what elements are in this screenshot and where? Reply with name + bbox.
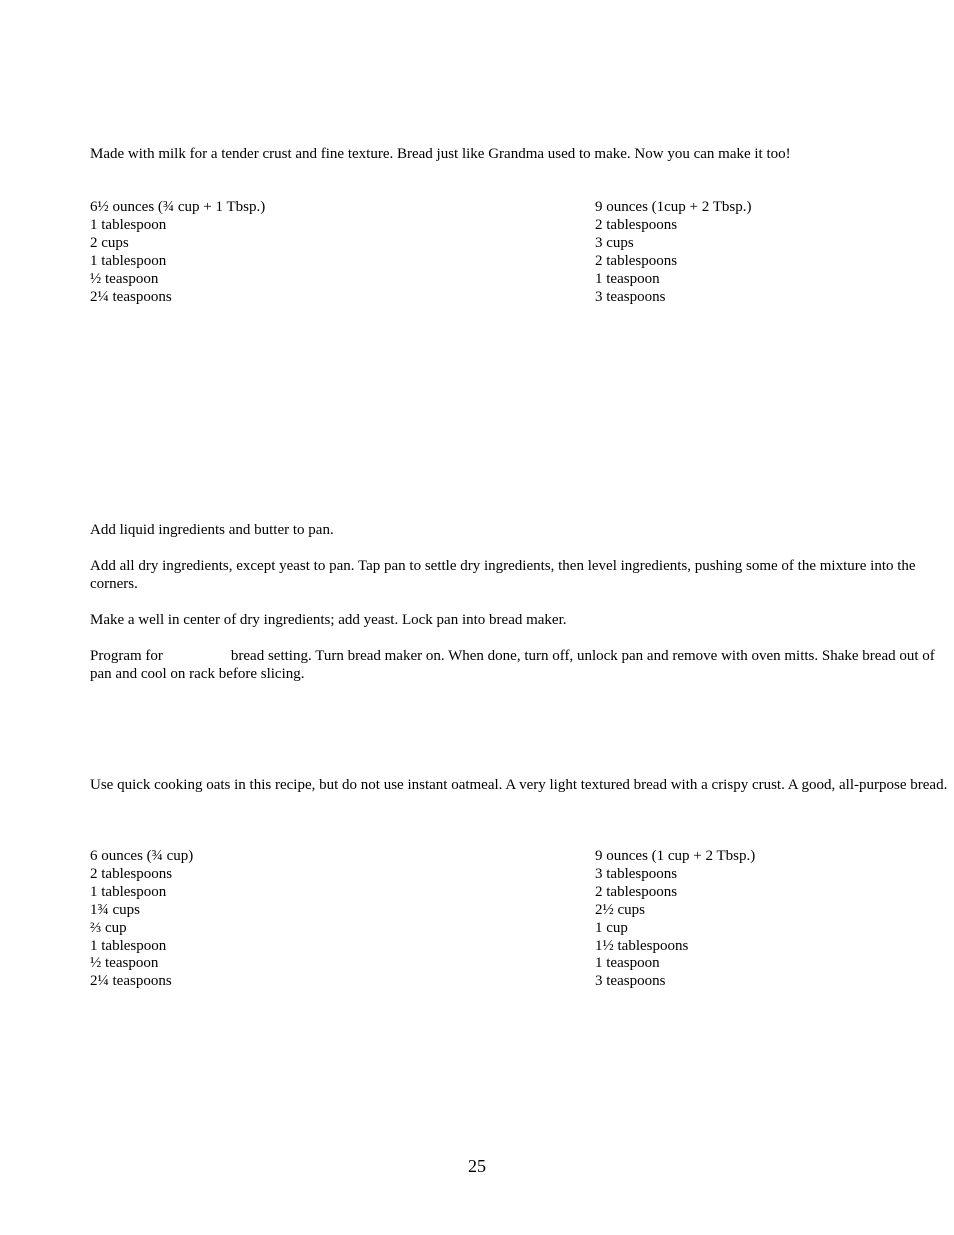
ingredient-amount: 6 ounces (¾ cup) [90,848,194,864]
instruction-step-1: Add liquid ingredients and butter to pan. [90,522,334,538]
ingredient-amount: 3 teaspoons [595,973,666,990]
ingredient-amount: 1 tablespoon [90,252,167,269]
ingredient-amount: 1 tablespoon [90,937,167,954]
ingredient-amount: 3 teaspoons [595,288,666,305]
ingredient-amount: 2½ cups [595,901,645,918]
ingredient-amount: 9 ounces (1 cup + 2 Tbsp.) [595,848,756,864]
ingredient-amount: 2 tablespoons [595,216,678,233]
ingredient-amount: 1 cup [595,919,628,936]
instruction-step-3: Make a well in center of dry ingredients; add yeast. Lock pan into bread maker. [90,612,567,628]
ingredient-amount: 1 teaspoon [595,270,660,287]
recipe2-large-loaf-column [595,848,935,991]
ingredient-amount: 3 tablespoons [595,865,678,882]
instruction-step-4-end: bread setting. Turn bread maker on. When done, turn off, unlock pan and remove with oven mitts. Shake bread out of pan and cool on rack before slicing. [90,648,935,682]
page-number: 25 [468,1156,486,1176]
ingredient-amount: 1 tablespoon [90,883,167,900]
ingredient-amount: 2 tablespoons [90,865,173,882]
ingredient-amount: 1 tablespoon [90,216,167,233]
instruction-step-4-start: Program for [90,648,163,664]
recipe2-small-loaf-column [90,848,470,991]
instruction-step-4 [90,647,948,683]
ingredient-amount: 6½ ounces (¾ cup + 1 Tbsp.) [90,199,266,215]
ingredient-amount: ½ teaspoon [90,955,159,972]
ingredient-amount: 1 teaspoon [595,955,660,972]
recipe2-description: Use quick cooking oats in this recipe, but do not use instant oatmeal. A very light textured bread with a crispy crust. A good, all-purpose bread. [90,777,948,793]
ingredient-amount: ½ teaspoon [90,270,159,287]
instruction-step-2: Add all dry ingredients, except yeast to pan. Tap pan to settle dry ingredients, then level ingredients, pushing some of the mixture into the corners. [90,558,916,592]
recipe1-description: Made with milk for a tender crust and fine texture. Bread just like Grandma used to make. Now you can make it too! [90,146,791,162]
ingredient-amount: 2 tablespoons [595,883,678,900]
ingredient-amount: 2¼ teaspoons [90,288,172,305]
ingredient-amount: 1¾ cups [90,901,140,918]
ingredient-amount: ⅔ cup [90,919,127,936]
recipe1-small-loaf-column [90,199,470,306]
recipe1-large-loaf-column [595,199,935,306]
ingredient-amount: 9 ounces (1cup + 2 Tbsp.) [595,199,752,215]
ingredient-amount: 1½ tablespoons [595,937,689,954]
ingredient-amount: 2 tablespoons [595,252,678,269]
ingredient-amount: 3 cups [595,234,634,251]
ingredient-amount: 2 cups [90,234,129,251]
ingredient-amount: 2¼ teaspoons [90,973,172,990]
